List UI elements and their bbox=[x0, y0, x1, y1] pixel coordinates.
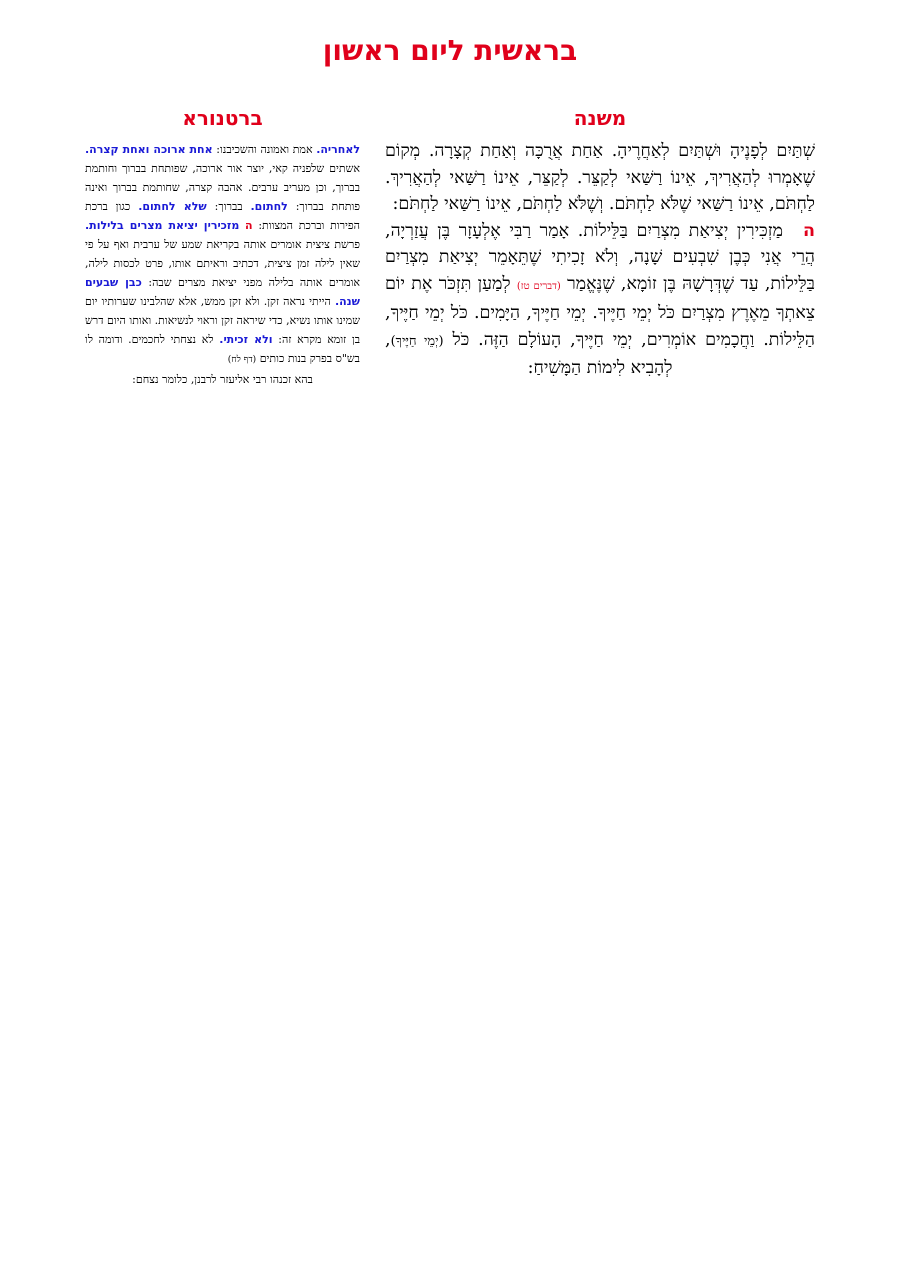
section-letter: ה bbox=[245, 219, 253, 232]
mishna-text-segment: לְמַעַן תִּזְכֹּר אֶת יוֹם צֵאתְךָ מֵאֶרֶץ מִצְרַיִם כֹּל יְמֵי חַיֶּיךָ. יְמֵי חַיֶּיךָ, הַיָּמִים. כֹּל יְמֵי חַיֶּיךָ, הַלֵּילוֹת. וַחֲכָמִים אוֹמְרִים, יְמֵי חַיֶּיךָ, הָעוֹלָם הַזֶּה. כֹּל bbox=[385, 273, 815, 350]
commentary-text: הייתי נראה זקן. ולא זקן ממש, אלא שהלבינו שערותיו יום שמינו אותו נשיא, כדי שיראה זקן וראוי לנשיאות. ואותו היום דרש בן זומא מקרא זה: bbox=[85, 295, 361, 346]
dibbur-hamatchil: כבן שבעים שנה. bbox=[85, 276, 360, 308]
mishna-text-segment: מַזְכִּירִין יְצִיאַת מִצְרַיִם בַּלֵּילוֹת. אָמַר רַבִּי אֶלְעָזָר בֶּן עֲזַרְיָה, הֲרֵי אֲנִי כְּבֶן שִׁבְעִים שָׁנָה, וְלֹא זָכִיתִי שֶׁתֵּאָמֵר יְצִיאַת מִצְרַיִם בַּלֵּילוֹת, עַד שֶׁדְּרָשָׁהּ בֶּן זוֹמָא, שֶׁנֶּאֱמַר bbox=[385, 220, 815, 294]
dibbur-hamatchil: מזכירין יציאת מצרים בלילות. bbox=[85, 219, 240, 232]
commentary-text-last: בהא זכנהו רבי אליעזר לרבנן, כלומר נצחם: bbox=[132, 373, 313, 386]
commentary-text: כגון ברכת הפירות וברכת המצוות: bbox=[85, 200, 360, 232]
mishna-text-segment: , לְהָבִיא לִימוֹת הַמָּשִׁיחַ: bbox=[385, 329, 673, 378]
parenthetical: (יְמֵי חַיֶּיךָ) bbox=[390, 333, 444, 349]
bartenura-commentary bbox=[85, 140, 360, 389]
dibbur-hamatchil: לאחריה. bbox=[316, 143, 361, 156]
page-title: בראשית ליום ראשון bbox=[322, 34, 578, 67]
dibbur-hamatchil: אחת ארוכה ואחת קצרה. bbox=[85, 143, 213, 156]
mishna-text bbox=[385, 138, 815, 382]
commentary-text: אמת ואמונה והשכיבנו: bbox=[216, 143, 313, 156]
page-reference: (דף לח) bbox=[227, 355, 257, 365]
commentary-text: לא נצחתי לחכמים. ודומה לו בש"ס בפרק בנות כותים bbox=[85, 333, 360, 365]
mishna-paragraph-1: שְׁתַּיִם לְפָנֶיהָ וּשְׁתַּיִם לְאַחֲרֶיהָ. אַחַת אֲרֻכָּה וְאַחַת קְצָרָה. מְקוֹם שֶׁאָמְרוּ לְהַאֲרִיךְ, אֵינוֹ רַשַּׁאי לְקַצֵּר. לְקַצֵּר, אֵינוֹ רַשַּׁאי לְהַאֲרִיךְ. לַחְתֹּם, אֵינוֹ רַשַּׁאי שֶׁלֹּא לַחְתֹּם. וְשֶׁלֹּא לַחְתֹּם, אֵינוֹ רַשַּׁאי לַחְתֹּם: bbox=[385, 141, 815, 214]
bartenura-heading: ברטנורא bbox=[182, 106, 263, 130]
mishna-paragraph-2 bbox=[385, 218, 815, 382]
commentary-text: אשתים שלפניה קאי, יוצר אור ארוכה, שפותחת בברוך וחותמת בברוך, וכן מעריב ערבים. אהבה קצרה, שחותמת בברוך ואינה פותחת בברוך: bbox=[85, 162, 361, 213]
dibbur-hamatchil: לחתום. bbox=[250, 200, 288, 213]
verse-reference: (דברים טז) bbox=[516, 280, 561, 292]
dibbur-hamatchil: ולא זכיתי. bbox=[219, 333, 273, 346]
commentary-text: פרשת ציצית אומרים אותה בקריאת שמע של ערבית ואף על פי שאין לילה זמן ציצית, דכתיב וראיתם אותו, פרט לכסות לילה, אומרים אותה בלילה מפני יציאת מצרים שבה: bbox=[85, 238, 360, 289]
section-letter: ה bbox=[802, 220, 815, 241]
dibbur-hamatchil: שלא לחתום. bbox=[138, 200, 207, 213]
commentary-text: בברוך: bbox=[214, 200, 243, 213]
mishna-heading: משנה bbox=[573, 106, 627, 130]
